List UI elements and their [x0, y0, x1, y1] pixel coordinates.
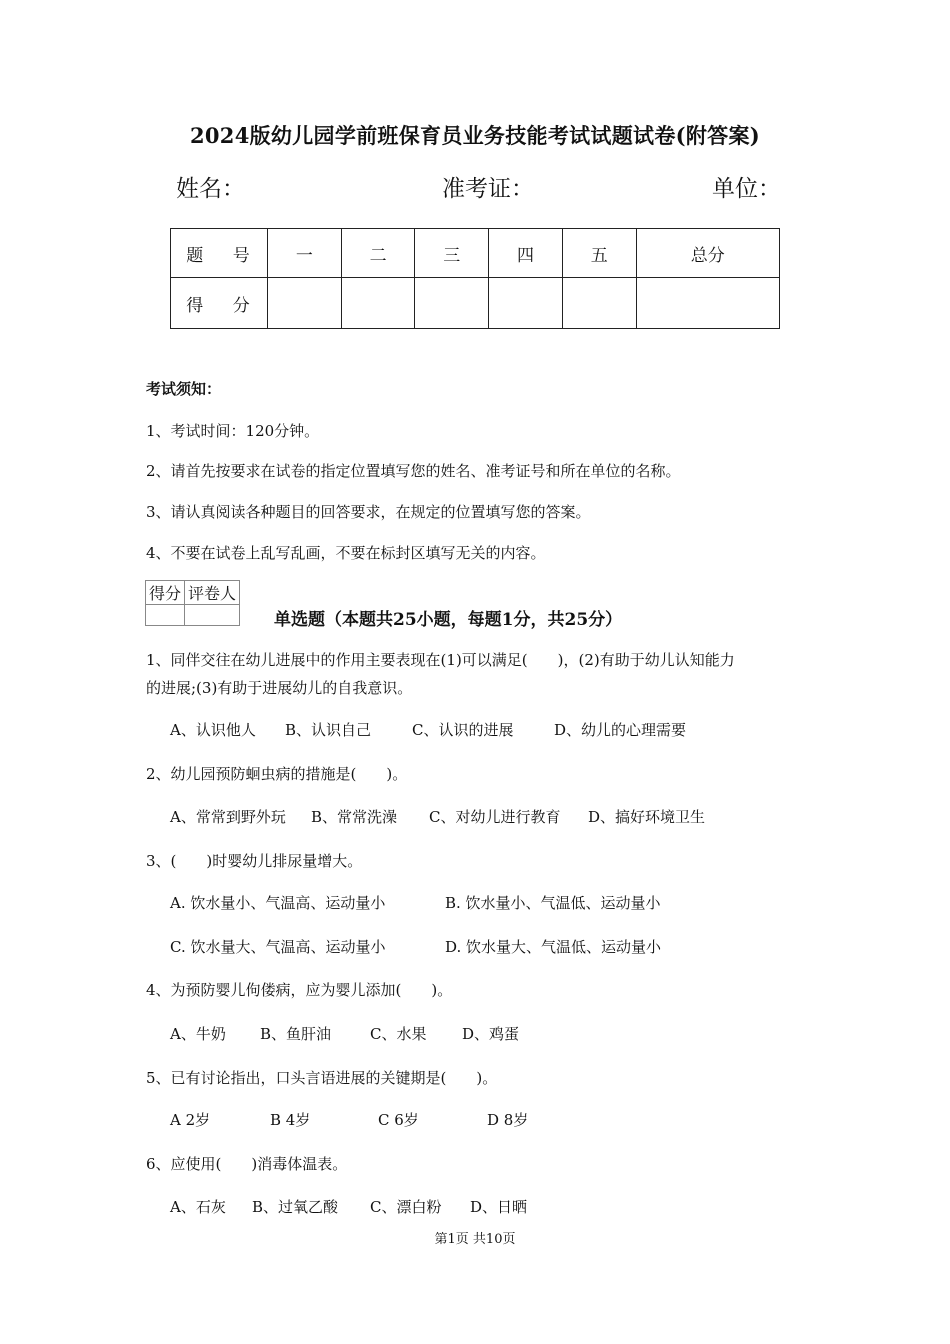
question-text: 4、为预防婴儿佝偻病，应为婴儿添加( )。 — [146, 981, 453, 999]
section-title: 单选题（本题共25小题，每题1分，共25分） — [274, 610, 623, 630]
name-field-label: 姓名： — [176, 176, 245, 202]
question-text: 1、同伴交往在幼儿进展中的作用主要表现在(1)可以满足( )，(2)有助于幼儿认知能力 — [146, 651, 735, 669]
option-c[interactable]: C、认识的进展 — [412, 721, 514, 739]
option-a[interactable]: A、常常到野外玩 — [170, 808, 286, 826]
option-d[interactable]: D、鸡蛋 — [462, 1025, 520, 1043]
score-cell[interactable] — [341, 278, 415, 329]
question-text: 的进展;(3)有助于进展幼儿的自我意识。 — [146, 679, 413, 697]
option-a[interactable]: A、牛奶 — [170, 1025, 226, 1043]
page-title: 2024版幼儿园学前班保育员业务技能考试试题试卷(附答案) — [189, 123, 761, 148]
option-d[interactable]: D 8岁 — [487, 1111, 529, 1129]
score-cell[interactable] — [562, 278, 636, 329]
score-cell[interactable] — [636, 278, 779, 329]
question-text: 2、幼儿园预防蛔虫病的措施是( )。 — [146, 765, 408, 783]
option-d[interactable]: D、搞好环境卫生 — [588, 808, 706, 826]
option-a[interactable]: A. 饮水量小、气温高、运动量小 — [170, 894, 386, 912]
score-table-header-cell: 一 — [268, 229, 342, 278]
option-a[interactable]: A、石灰 — [170, 1198, 226, 1216]
option-b[interactable]: B、常常洗澡 — [311, 808, 398, 826]
option-b[interactable]: B、鱼肝油 — [260, 1025, 332, 1043]
grader-box-score-label: 得分 — [146, 581, 185, 605]
score-table-header-cell: 题 号 — [171, 229, 268, 278]
question-text: 3、( )时婴幼儿排尿量增大。 — [146, 852, 363, 870]
option-c[interactable]: C 6岁 — [378, 1111, 419, 1129]
grader-box-grader-label: 评卷人 — [185, 581, 240, 605]
notice-item: 3、请认真阅读各种题目的回答要求，在规定的位置填写您的答案。 — [146, 503, 591, 521]
score-table-header-cell: 五 — [562, 229, 636, 278]
grader-box-score-cell[interactable] — [146, 605, 185, 626]
question-text: 5、已有讨论指出，口头言语进展的关键期是( )。 — [146, 1069, 498, 1087]
notice-title: 考试须知： — [146, 380, 222, 398]
notice-item: 4、不要在试卷上乱写乱画，不要在标封区填写无关的内容。 — [146, 544, 546, 562]
option-b[interactable]: B 4岁 — [270, 1111, 311, 1129]
score-table — [170, 228, 780, 329]
score-table-header-cell: 二 — [341, 229, 415, 278]
option-c[interactable]: C、漂白粉 — [370, 1198, 442, 1216]
grader-box-grader-cell[interactable] — [185, 605, 240, 626]
score-table-header-cell: 三 — [415, 229, 489, 278]
option-d[interactable]: D. 饮水量大、气温低、运动量小 — [445, 938, 662, 956]
question-text: 6、应使用( )消毒体温表。 — [146, 1155, 348, 1173]
option-b[interactable]: B、过氧乙酸 — [252, 1198, 339, 1216]
score-table-header-cell: 四 — [489, 229, 563, 278]
unit-field-label: 单位： — [712, 176, 781, 202]
option-d[interactable]: D、幼儿的心理需要 — [554, 721, 687, 739]
score-cell[interactable] — [415, 278, 489, 329]
option-d[interactable]: D、日晒 — [470, 1198, 528, 1216]
score-table-header-cell: 总分 — [636, 229, 779, 278]
score-row-label: 得 分 — [171, 278, 268, 329]
notice-item: 2、请首先按要求在试卷的指定位置填写您的姓名、准考证号和所在单位的名称。 — [146, 462, 681, 480]
option-a[interactable]: A、认识他人 — [170, 721, 256, 739]
option-c[interactable]: C、对幼儿进行教育 — [429, 808, 561, 826]
score-cell[interactable] — [268, 278, 342, 329]
grader-box — [145, 580, 240, 626]
option-c[interactable]: C、水果 — [370, 1025, 427, 1043]
exam-id-field-label: 准考证： — [442, 176, 534, 202]
page-footer: 第1页 共10页 — [434, 1232, 516, 1247]
option-c[interactable]: C. 饮水量大、气温高、运动量小 — [170, 938, 386, 956]
score-cell[interactable] — [489, 278, 563, 329]
option-b[interactable]: B、认识自己 — [285, 721, 372, 739]
score-table-header-row — [171, 229, 780, 278]
notice-item: 1、考试时间：120分钟。 — [146, 422, 320, 440]
option-a[interactable]: A 2岁 — [170, 1111, 211, 1129]
option-b[interactable]: B. 饮水量小、气温低、运动量小 — [445, 894, 661, 912]
score-table-score-row — [171, 278, 780, 329]
